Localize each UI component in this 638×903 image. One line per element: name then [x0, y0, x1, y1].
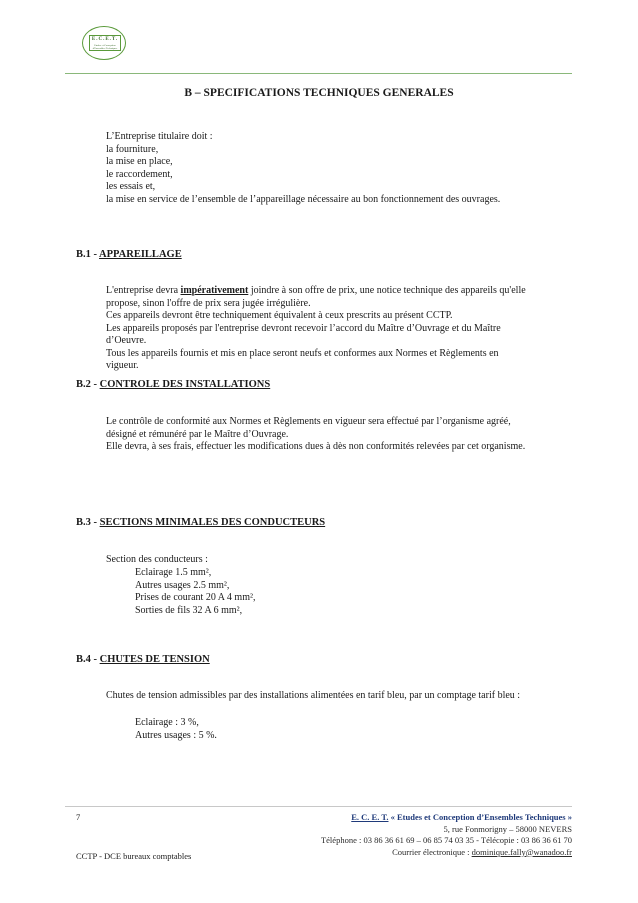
section-b4-lead: Chutes de tension admissibles par des installations alimentées en tarif bleu, par un comptage tarif bleu :: [106, 690, 521, 701]
section-title: CONTROLE DES INSTALLATIONS: [99, 379, 271, 390]
text-run: L'entreprise devra: [106, 285, 181, 296]
page-title: B – SPECIFICATIONS TECHNIQUES GENERALES: [184, 87, 454, 99]
email-label: Courrier électronique :: [392, 846, 472, 857]
section-title: CHUTES DE TENSION: [99, 654, 210, 665]
company-address: 5, rue Fonmorigny – 58000 NEVERS: [443, 823, 572, 834]
list-item: Eclairage 1.5 mm²,: [135, 567, 212, 578]
list-item: Sorties de fils 32 A 6 mm²,: [135, 604, 243, 616]
company-abbreviation: E. C. E. T.: [351, 812, 389, 822]
company-email-line: [212, 847, 572, 859]
paragraph-line: Elle devra, à ses frais, effectuer les modifications dues à dès non conformités relevées par cet organisme.: [106, 441, 526, 452]
paragraph-line: Ces appareils devront être techniquement équivalent à ceux prescrits au présent CCTP.: [106, 310, 453, 321]
footer-company-block: [212, 812, 572, 858]
paragraph-line: Tous les appareils fournis et mis en place seront neufs et conformes aux Normes et Règlements en: [106, 347, 499, 359]
section-b2-body: [106, 416, 576, 454]
company-logo: [82, 26, 126, 60]
intro-line: la fourniture,: [106, 143, 159, 155]
intro-line: L’Entreprise titulaire doit :: [106, 131, 213, 142]
section-b3-lead: Section des conducteurs :: [106, 554, 208, 565]
company-name: « Etudes et Conception d’Ensembles Techniques »: [388, 812, 572, 822]
paragraph-line: vigueur.: [106, 360, 139, 371]
section-number: B.4 -: [76, 654, 100, 665]
paragraph-line: Les appareils proposés par l'entreprise devront recevoir l’accord du Maître d’Ouvrage et du Maître: [106, 322, 501, 334]
footer-divider: [65, 806, 572, 807]
text-run: joindre à son offre de prix, une notice technique des appareils qu'elle: [248, 285, 526, 296]
paragraph-line: [106, 285, 576, 298]
list-item: Autres usages 2.5 mm²,: [135, 579, 230, 591]
intro-block: [106, 131, 576, 206]
list-item: Prises de courant 20 A 4 mm²,: [135, 592, 256, 603]
document-reference: CCTP - DCE bureaux comptables: [76, 851, 192, 861]
logo-text: E.C.E.T.: [91, 37, 119, 42]
section-number: B.1 -: [76, 249, 100, 260]
section-number: B.3 -: [76, 517, 100, 528]
intro-line: la mise en service de l’ensemble de l’appareillage nécessaire au bon fonctionnement des ouvrages.: [106, 193, 501, 205]
section-heading-b4: [76, 654, 576, 667]
intro-line: la mise en place,: [106, 156, 173, 167]
section-title: APPAREILLAGE: [99, 249, 182, 260]
section-title: SECTIONS MINIMALES DES CONDUCTEURS: [99, 517, 326, 528]
header-divider: [65, 73, 572, 74]
company-phone: Téléphone : 03 86 36 61 69 – 06 85 74 03 35 - Télécopie : 03 86 36 61 70: [320, 835, 572, 845]
company-line: [212, 812, 572, 824]
section-b3-list: [135, 567, 555, 617]
section-heading-b3: [76, 517, 576, 530]
intro-line: les essais et,: [106, 181, 156, 192]
logo-frame: [89, 35, 121, 51]
section-heading-b1: [76, 249, 576, 262]
section-b1-body: [106, 285, 576, 373]
section-number: B.2 -: [76, 379, 100, 390]
paragraph-line: d’Oeuvre.: [106, 335, 147, 346]
email-link[interactable]: dominique.fally@wanadoo.fr: [471, 846, 572, 857]
emphasis-text: impérativement: [180, 285, 249, 296]
list-item: Autres usages : 5 %.: [135, 729, 217, 741]
page-number: 7: [76, 812, 81, 822]
paragraph-line: désigné et rémunéré par le Maître d’Ouvrage.: [106, 428, 289, 440]
list-item: Eclairage : 3 %,: [135, 717, 199, 728]
paragraph-line: Le contrôle de conformité aux Normes et Règlements en vigueur sera effectué par l’organisme agréé,: [106, 416, 511, 427]
section-b4-list: [135, 717, 555, 742]
section-heading-b2: [76, 379, 576, 392]
paragraph-line: propose, sinon l'offre de prix sera jugée irrégulière.: [106, 297, 311, 309]
intro-line: le raccordement,: [106, 168, 173, 180]
logo-subtext: Etudes et Conception d'Ensembles Techniques: [92, 44, 118, 50]
